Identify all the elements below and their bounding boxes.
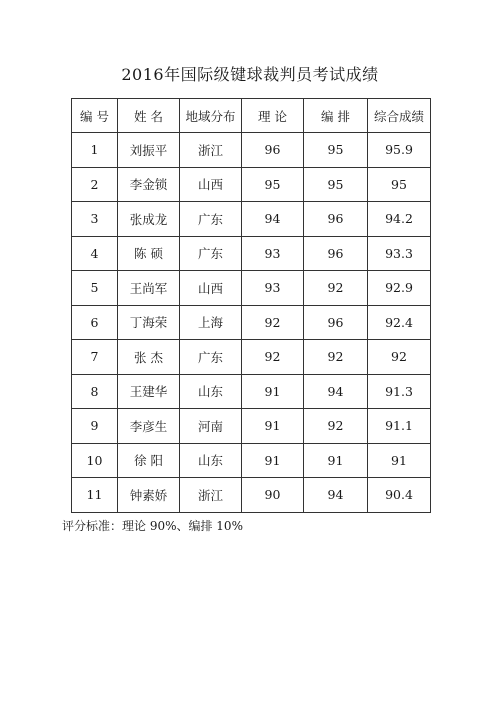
cell-no: 1 — [72, 133, 118, 168]
cell-theory: 93 — [242, 236, 304, 271]
table-row — [72, 409, 431, 444]
cell-arrangement: 92 — [304, 271, 368, 306]
header-region: 地域分布 — [180, 99, 242, 133]
table-row — [72, 133, 431, 168]
cell-arrangement: 94 — [304, 478, 368, 513]
cell-region: 广东 — [180, 236, 242, 271]
cell-total: 93.3 — [368, 236, 431, 271]
cell-no: 7 — [72, 340, 118, 375]
table-header-row — [72, 99, 431, 133]
cell-theory: 90 — [242, 478, 304, 513]
header-theory: 理 论 — [242, 99, 304, 133]
table-row — [72, 305, 431, 340]
cell-arrangement: 95 — [304, 167, 368, 202]
cell-arrangement: 95 — [304, 133, 368, 168]
cell-arrangement: 94 — [304, 374, 368, 409]
cell-theory: 91 — [242, 374, 304, 409]
cell-total: 91.1 — [368, 409, 431, 444]
cell-name: 王尚军 — [118, 271, 180, 306]
table-row — [72, 374, 431, 409]
cell-theory: 92 — [242, 305, 304, 340]
cell-name: 丁海荣 — [118, 305, 180, 340]
cell-no: 5 — [72, 271, 118, 306]
cell-total: 94.2 — [368, 202, 431, 237]
cell-arrangement: 96 — [304, 236, 368, 271]
cell-total: 92.9 — [368, 271, 431, 306]
cell-no: 11 — [72, 478, 118, 513]
cell-theory: 91 — [242, 443, 304, 478]
cell-total: 95.9 — [368, 133, 431, 168]
cell-region: 山东 — [180, 443, 242, 478]
cell-region: 浙江 — [180, 133, 242, 168]
cell-name: 钟素娇 — [118, 478, 180, 513]
scores-table — [71, 98, 431, 513]
cell-no: 4 — [72, 236, 118, 271]
cell-no: 10 — [72, 443, 118, 478]
cell-theory: 91 — [242, 409, 304, 444]
header-no: 编 号 — [72, 99, 118, 133]
cell-total: 91 — [368, 443, 431, 478]
scoring-footnote: 评分标准：理论 90%、编排 10% — [62, 519, 243, 533]
cell-region: 河南 — [180, 409, 242, 444]
table-row — [72, 167, 431, 202]
header-name: 姓 名 — [118, 99, 180, 133]
table-row — [72, 340, 431, 375]
cell-name: 王建华 — [118, 374, 180, 409]
cell-total: 92 — [368, 340, 431, 375]
cell-name: 张 杰 — [118, 340, 180, 375]
cell-total: 92.4 — [368, 305, 431, 340]
cell-region: 山东 — [180, 374, 242, 409]
cell-theory: 95 — [242, 167, 304, 202]
cell-no: 2 — [72, 167, 118, 202]
cell-name: 李金锁 — [118, 167, 180, 202]
cell-theory: 92 — [242, 340, 304, 375]
cell-theory: 94 — [242, 202, 304, 237]
cell-no: 8 — [72, 374, 118, 409]
cell-name: 李彦生 — [118, 409, 180, 444]
cell-region: 浙江 — [180, 478, 242, 513]
cell-name: 张成龙 — [118, 202, 180, 237]
table-row — [72, 202, 431, 237]
cell-region: 山西 — [180, 271, 242, 306]
cell-name: 陈 硕 — [118, 236, 180, 271]
cell-no: 9 — [72, 409, 118, 444]
cell-total: 90.4 — [368, 478, 431, 513]
page-title: 2016年国际级键球裁判员考试成绩 — [121, 65, 379, 84]
cell-arrangement: 96 — [304, 305, 368, 340]
cell-arrangement: 96 — [304, 202, 368, 237]
cell-theory: 93 — [242, 271, 304, 306]
table-row — [72, 443, 431, 478]
cell-no: 3 — [72, 202, 118, 237]
header-total: 综合成绩 — [368, 99, 431, 133]
table-row — [72, 478, 431, 513]
cell-name: 徐 阳 — [118, 443, 180, 478]
cell-no: 6 — [72, 305, 118, 340]
cell-total: 95 — [368, 167, 431, 202]
cell-arrangement: 92 — [304, 409, 368, 444]
cell-theory: 96 — [242, 133, 304, 168]
cell-name: 刘振平 — [118, 133, 180, 168]
cell-region: 上海 — [180, 305, 242, 340]
cell-region: 广东 — [180, 202, 242, 237]
cell-region: 山西 — [180, 167, 242, 202]
cell-total: 91.3 — [368, 374, 431, 409]
cell-arrangement: 92 — [304, 340, 368, 375]
cell-region: 广东 — [180, 340, 242, 375]
cell-arrangement: 91 — [304, 443, 368, 478]
header-arrangement: 编 排 — [304, 99, 368, 133]
table-row — [72, 236, 431, 271]
table-row — [72, 271, 431, 306]
